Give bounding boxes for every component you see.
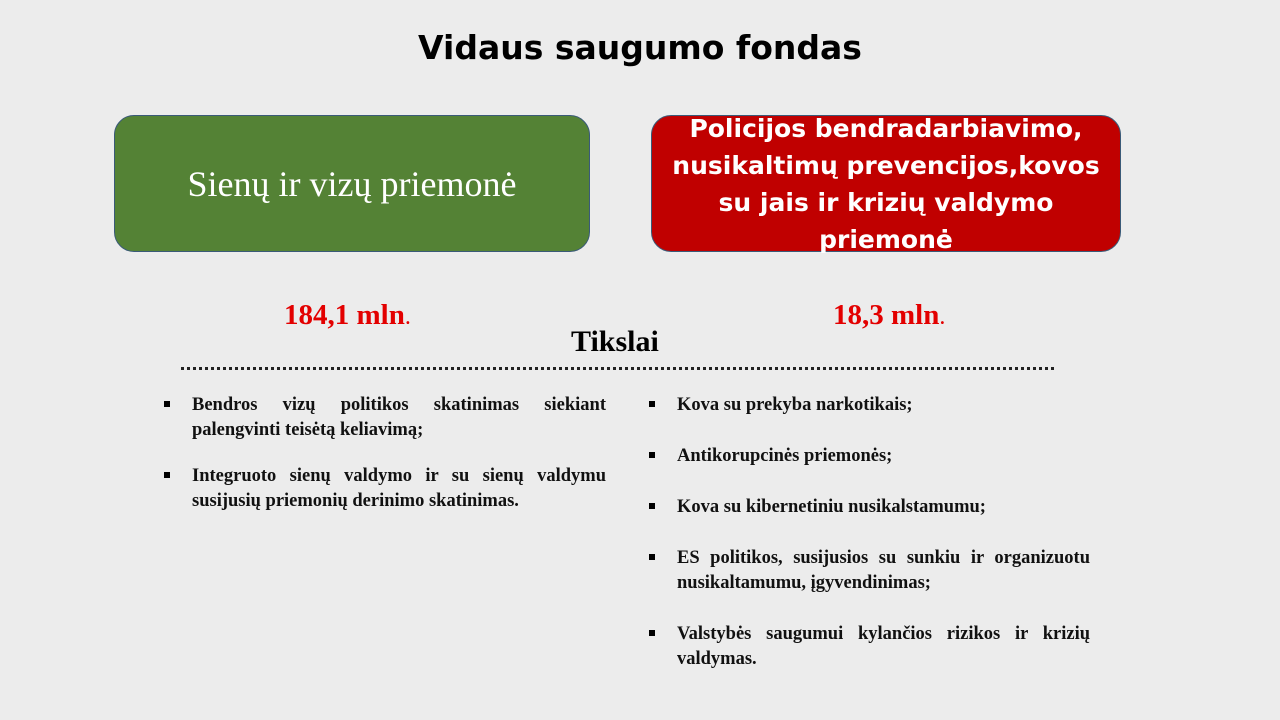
police-cooperation-instrument-label: Policijos bendradarbiavimo, nusikaltimų prevencijos,kovos su jais ir krizių valdymo priemonė [672,113,1100,254]
police-cooperation-instrument-box [651,115,1121,252]
goal-text: Kova su prekyba narkotikais; [677,395,913,415]
goal-text: Integruoto sienų valdymo ir su sienų valdymu susijusių priemonių derinimo skatinimas. [192,466,606,511]
square-bullet-icon [649,452,655,458]
goal-text: ES politikos, susijusios su sunkiu ir organizuotu nusikaltamumu, įgyvendinimas; [677,548,1090,593]
square-bullet-icon [649,503,655,509]
police-cooperation-amount-value: 18,3 mln [833,299,940,331]
dotted-divider [181,367,1054,370]
border-visa-instrument-box [114,115,590,252]
police-cooperation-goals-list [677,393,1090,698]
border-visa-amount [284,299,411,332]
goal-text: Kova su kibernetiniu nusikalstamumu; [677,497,986,517]
border-visa-amount-suffix: . [404,304,411,330]
goal-item [192,464,606,514]
goal-item [677,622,1090,672]
square-bullet-icon [164,472,170,478]
square-bullet-icon [649,630,655,636]
police-cooperation-amount [833,299,945,332]
goal-item [677,393,1090,418]
goal-item [677,444,1090,469]
square-bullet-icon [649,554,655,560]
square-bullet-icon [649,401,655,407]
border-visa-goals-list [192,393,606,535]
border-visa-instrument-label: Sienų ir vizų priemonė [187,163,517,204]
slide-title: Vidaus saugumo fondas [418,28,862,67]
square-bullet-icon [164,401,170,407]
goals-heading: Tikslai [571,325,659,358]
goal-text: Bendros vizų politikos skatinimas siekiant palengvinti teisėtą keliavimą; [192,395,606,440]
goal-item [677,546,1090,596]
police-cooperation-amount-suffix: . [939,304,946,330]
goal-item [192,393,606,443]
goal-text: Antikorupcinės priemonės; [677,446,893,466]
border-visa-amount-value: 184,1 mln [284,299,405,331]
goal-item [677,495,1090,520]
goal-text: Valstybės saugumui kylančios rizikos ir krizių valdymas. [677,624,1090,669]
